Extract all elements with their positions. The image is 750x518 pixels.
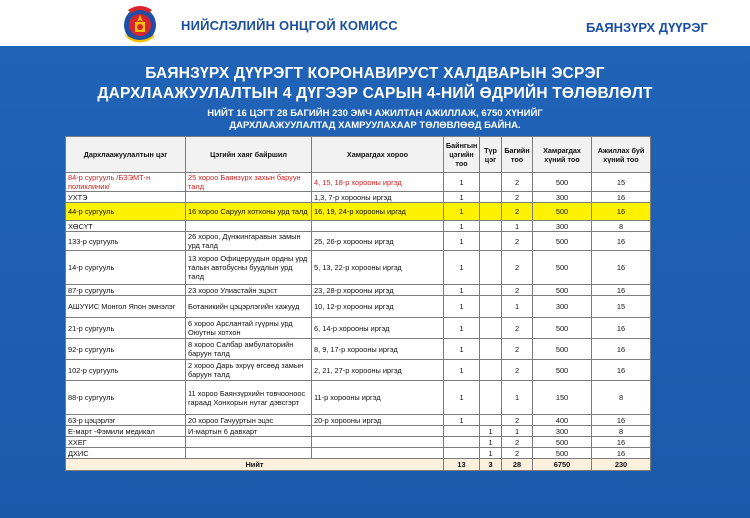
table-row [66, 448, 651, 459]
table-row [66, 192, 651, 203]
cell-address [186, 221, 312, 232]
cell-people: 300 [533, 192, 592, 203]
cell-people: 500 [533, 232, 592, 251]
cell-point: 14-р сургууль [66, 251, 186, 285]
cell-point: ХӨСҮТ [66, 221, 186, 232]
cell-point: 84-р сургууль /БЗЭМТ-н поликлиник/ [66, 173, 186, 192]
cell-permanent: 1 [444, 192, 480, 203]
table-row [66, 415, 651, 426]
cell-permanent: 1 [444, 285, 480, 296]
commission-title: НИЙСЛЭЛИЙН ОНЦГОЙ КОМИСС [181, 18, 398, 33]
col-header-temp: Түр цэг [480, 137, 502, 173]
cell-point: 21-р сургууль [66, 318, 186, 339]
table-row [66, 426, 651, 437]
subtitle-line2: ДАРХЛААЖУУЛАЛТАД ХАМРУУЛАХААР ТӨЛӨВЛӨӨД БАЙНА. [229, 120, 521, 131]
cell-temp [480, 318, 502, 339]
cell-address: 13 хороо Офицеруудын ордны урд талын автобусны буудлын урд талд [186, 251, 312, 285]
cell-khoroo: 16, 19, 24-р хорооны иргэд [312, 203, 444, 221]
main-title-line2: ДАРХЛААЖУУЛАЛТЫН 4 ДҮГЭЭР САРЫН 4-НИЙ ӨДРИЙН ТӨЛӨВЛӨЛТ [97, 85, 653, 102]
cell-khoroo: 23, 28-р хорооны иргэд [312, 285, 444, 296]
cell-temp [480, 173, 502, 192]
cell-staff: 16 [592, 318, 651, 339]
vaccination-plan-table [65, 136, 651, 471]
cell-point: 88-р сургууль [66, 381, 186, 415]
cell-staff: 8 [592, 381, 651, 415]
cell-teams: 2 [502, 415, 533, 426]
cell-khoroo: 2, 21, 27-р хорооны иргэд [312, 360, 444, 381]
cell-people: 150 [533, 381, 592, 415]
emblem-icon [118, 4, 162, 44]
cell-permanent: 1 [444, 415, 480, 426]
table-row [66, 318, 651, 339]
cell-people: 400 [533, 415, 592, 426]
cell-teams: 2 [502, 437, 533, 448]
cell-khoroo [312, 426, 444, 437]
total-temp: 3 [480, 459, 502, 471]
cell-teams: 2 [502, 173, 533, 192]
cell-temp [480, 339, 502, 360]
col-header-point: Дархлаажуулалтын цэг [66, 137, 186, 173]
cell-address: И-мартын 6 давхарт [186, 426, 312, 437]
cell-address: 8 хороо Салбар амбулаторийн баруун талд [186, 339, 312, 360]
cell-point: Е-март -Фэмили медикал [66, 426, 186, 437]
cell-khoroo: 1,3, 7-р хорооны иргэд [312, 192, 444, 203]
cell-staff: 16 [592, 360, 651, 381]
cell-people: 500 [533, 251, 592, 285]
cell-address: 6 хороо Арслантай гүүрны урд Оюутны хотхон [186, 318, 312, 339]
cell-point: 44-р сургууль [66, 203, 186, 221]
cell-khoroo [312, 221, 444, 232]
cell-teams: 2 [502, 339, 533, 360]
table-row [66, 173, 651, 192]
cell-point: 92-р сургууль [66, 339, 186, 360]
cell-khoroo [312, 448, 444, 459]
cell-temp [480, 285, 502, 296]
cell-people: 500 [533, 437, 592, 448]
cell-khoroo: 8, 9, 17-р хорооны иргэд [312, 339, 444, 360]
cell-permanent: 1 [444, 339, 480, 360]
cell-point: ХХЕГ [66, 437, 186, 448]
cell-khoroo: 6, 14-р хорооны иргэд [312, 318, 444, 339]
cell-staff: 16 [592, 285, 651, 296]
subtitle [0, 108, 750, 132]
col-header-people: Хамрагдах хүний тоо [533, 137, 592, 173]
cell-permanent: 1 [444, 360, 480, 381]
cell-temp [480, 381, 502, 415]
cell-permanent [444, 437, 480, 448]
table-row [66, 381, 651, 415]
cell-staff: 15 [592, 173, 651, 192]
cell-khoroo: 4, 15, 18-р хорооны иргэд [312, 173, 444, 192]
total-people: 6750 [533, 459, 592, 471]
cell-staff: 8 [592, 426, 651, 437]
cell-teams: 2 [502, 285, 533, 296]
subtitle-line1: НИЙТ 16 ЦЭГТ 28 БАГИЙН 230 ЭМЧ АЖИЛТАН АЖИЛЛАЖ, 6750 ХҮНИЙГ [207, 108, 543, 119]
cell-temp [480, 221, 502, 232]
total-teams: 28 [502, 459, 533, 471]
cell-people: 500 [533, 318, 592, 339]
col-header-khoroo: Хамрагдах хороо [312, 137, 444, 173]
cell-khoroo: 5, 13, 22-р хорооны иргэд [312, 251, 444, 285]
cell-permanent [444, 448, 480, 459]
cell-teams: 1 [502, 221, 533, 232]
cell-teams: 2 [502, 251, 533, 285]
cell-permanent: 1 [444, 251, 480, 285]
total-label: Нийт [66, 459, 444, 471]
cell-khoroo: 25, 26-р хорооны иргэд [312, 232, 444, 251]
total-row [66, 459, 651, 471]
cell-temp [480, 296, 502, 318]
cell-people: 500 [533, 203, 592, 221]
cell-address: 16 хороо Саруул хотхоны урд талд [186, 203, 312, 221]
cell-permanent: 1 [444, 221, 480, 232]
cell-staff: 16 [592, 203, 651, 221]
cell-staff: 16 [592, 251, 651, 285]
cell-teams: 2 [502, 448, 533, 459]
cell-permanent: 1 [444, 203, 480, 221]
total-staff: 230 [592, 459, 651, 471]
cell-address: 11 хороо Баянзүрхийн товчооноос гараад Хонхорын нутаг дэвсгэрт [186, 381, 312, 415]
cell-temp: 1 [480, 426, 502, 437]
cell-temp [480, 203, 502, 221]
cell-temp [480, 415, 502, 426]
table-row [66, 285, 651, 296]
cell-permanent: 1 [444, 173, 480, 192]
cell-teams: 2 [502, 318, 533, 339]
cell-staff: 16 [592, 232, 651, 251]
cell-temp [480, 360, 502, 381]
cell-staff: 16 [592, 448, 651, 459]
cell-teams: 2 [502, 192, 533, 203]
cell-teams: 1 [502, 296, 533, 318]
table-row [66, 221, 651, 232]
cell-people: 500 [533, 360, 592, 381]
cell-address: 2 хороо Дарь эхрүү өгсөөд замын баруун талд [186, 360, 312, 381]
cell-address [186, 448, 312, 459]
cell-people: 500 [533, 285, 592, 296]
cell-temp [480, 251, 502, 285]
cell-teams: 1 [502, 381, 533, 415]
cell-point: АШУҮИС Монгол Япон эмнэлэг [66, 296, 186, 318]
cell-staff: 16 [592, 339, 651, 360]
cell-people: 300 [533, 426, 592, 437]
cell-khoroo: 11-р хорооны иргэд [312, 381, 444, 415]
top-header [0, 0, 750, 46]
table-header-row [66, 137, 651, 173]
cell-temp [480, 232, 502, 251]
table-row [66, 437, 651, 448]
table-row [66, 339, 651, 360]
col-header-staff: Ажиллах буй хүний тоо [592, 137, 651, 173]
cell-point: 133-р сургууль [66, 232, 186, 251]
col-header-teams: Багийн тоо [502, 137, 533, 173]
table-row [66, 203, 651, 221]
cell-staff: 16 [592, 415, 651, 426]
cell-khoroo: 20-р хорооны иргэд [312, 415, 444, 426]
cell-address: 26 хороо, Дүнжингаравын замын урд талд [186, 232, 312, 251]
main-title [0, 64, 750, 104]
main-title-line1: БАЯНЗҮРХ ДҮҮРЭГТ КОРОНАВИРУСТ ХАЛДВАРЫН ЭСРЭГ [145, 65, 605, 82]
cell-address: 20 хороо Гачууртын эцэс [186, 415, 312, 426]
district-title: БАЯНЗҮРХ ДҮҮРЭГ [586, 20, 708, 35]
cell-point: ДХИС [66, 448, 186, 459]
cell-point: 63-р цэцэрлэг [66, 415, 186, 426]
cell-people: 300 [533, 221, 592, 232]
cell-teams: 2 [502, 360, 533, 381]
table-row [66, 232, 651, 251]
cell-staff: 16 [592, 437, 651, 448]
cell-point: УХТЭ [66, 192, 186, 203]
col-header-permanent: Байнгын цэгийн тоо [444, 137, 480, 173]
table-row [66, 360, 651, 381]
cell-teams: 2 [502, 203, 533, 221]
cell-temp: 1 [480, 437, 502, 448]
cell-point: 102-р сургууль [66, 360, 186, 381]
col-header-address: Цэгийн хаяг байршил [186, 137, 312, 173]
cell-address [186, 437, 312, 448]
cell-staff: 16 [592, 192, 651, 203]
cell-temp [480, 192, 502, 203]
cell-staff: 8 [592, 221, 651, 232]
cell-address [186, 192, 312, 203]
cell-permanent: 1 [444, 232, 480, 251]
cell-permanent: 1 [444, 381, 480, 415]
cell-khoroo [312, 437, 444, 448]
cell-teams: 2 [502, 232, 533, 251]
cell-khoroo: 10, 12-р хорооны иргэд [312, 296, 444, 318]
table-row [66, 251, 651, 285]
cell-address: 25 хороо Баянзүрх захын баруун талд [186, 173, 312, 192]
cell-staff: 15 [592, 296, 651, 318]
cell-address: 23 хороо Улиастайн эцэст [186, 285, 312, 296]
total-permanent: 13 [444, 459, 480, 471]
cell-people: 500 [533, 339, 592, 360]
table-row [66, 296, 651, 318]
cell-people: 500 [533, 448, 592, 459]
cell-permanent: 1 [444, 296, 480, 318]
cell-address: Ботаникийн цэцэрлэгийн хажууд [186, 296, 312, 318]
cell-people: 300 [533, 296, 592, 318]
cell-people: 500 [533, 173, 592, 192]
cell-permanent: 1 [444, 318, 480, 339]
cell-permanent [444, 426, 480, 437]
cell-point: 87-р сургууль [66, 285, 186, 296]
cell-teams: 1 [502, 426, 533, 437]
cell-temp: 1 [480, 448, 502, 459]
